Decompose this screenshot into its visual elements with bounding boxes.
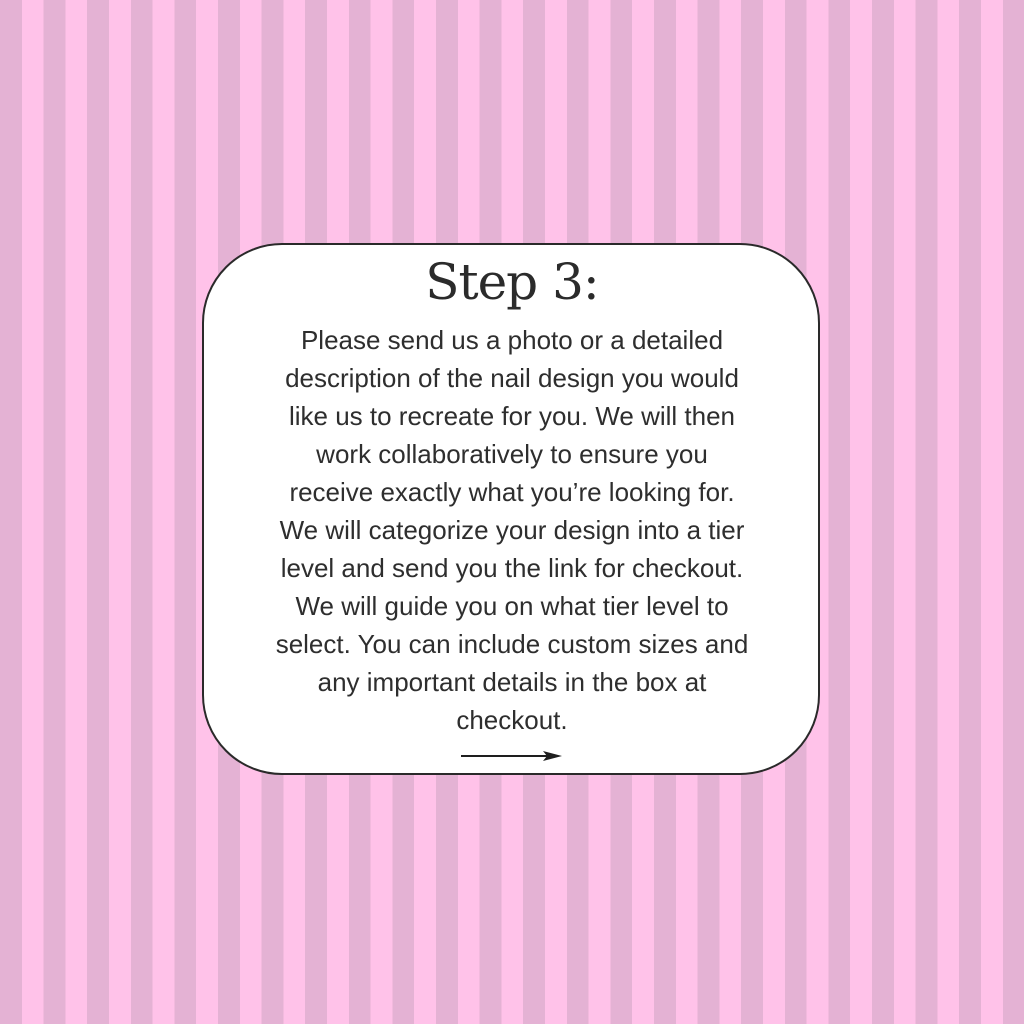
step-description [212, 321, 812, 739]
description-line: checkout. [456, 705, 568, 735]
description-line: We will guide you on what tier level to [295, 591, 729, 621]
description-line: Please send us a photo or a detailed [300, 325, 724, 355]
description-line: We will categorize your design into a tier [279, 515, 745, 545]
description-line: any important details in the box at [317, 667, 707, 697]
description-line: like us to recreate for you. We will then [288, 401, 736, 431]
description-line: select. You can include custom sizes and [275, 629, 749, 659]
description-line: level and send you the link for checkout. [280, 553, 744, 583]
step-title: Step 3: [425, 253, 599, 311]
description-line: work collaboratively to ensure you [316, 439, 708, 469]
arrow-right-icon [461, 748, 563, 764]
description-line: receive exactly what you’re looking for. [289, 477, 735, 507]
description-line: description of the nail design you would [285, 363, 739, 393]
